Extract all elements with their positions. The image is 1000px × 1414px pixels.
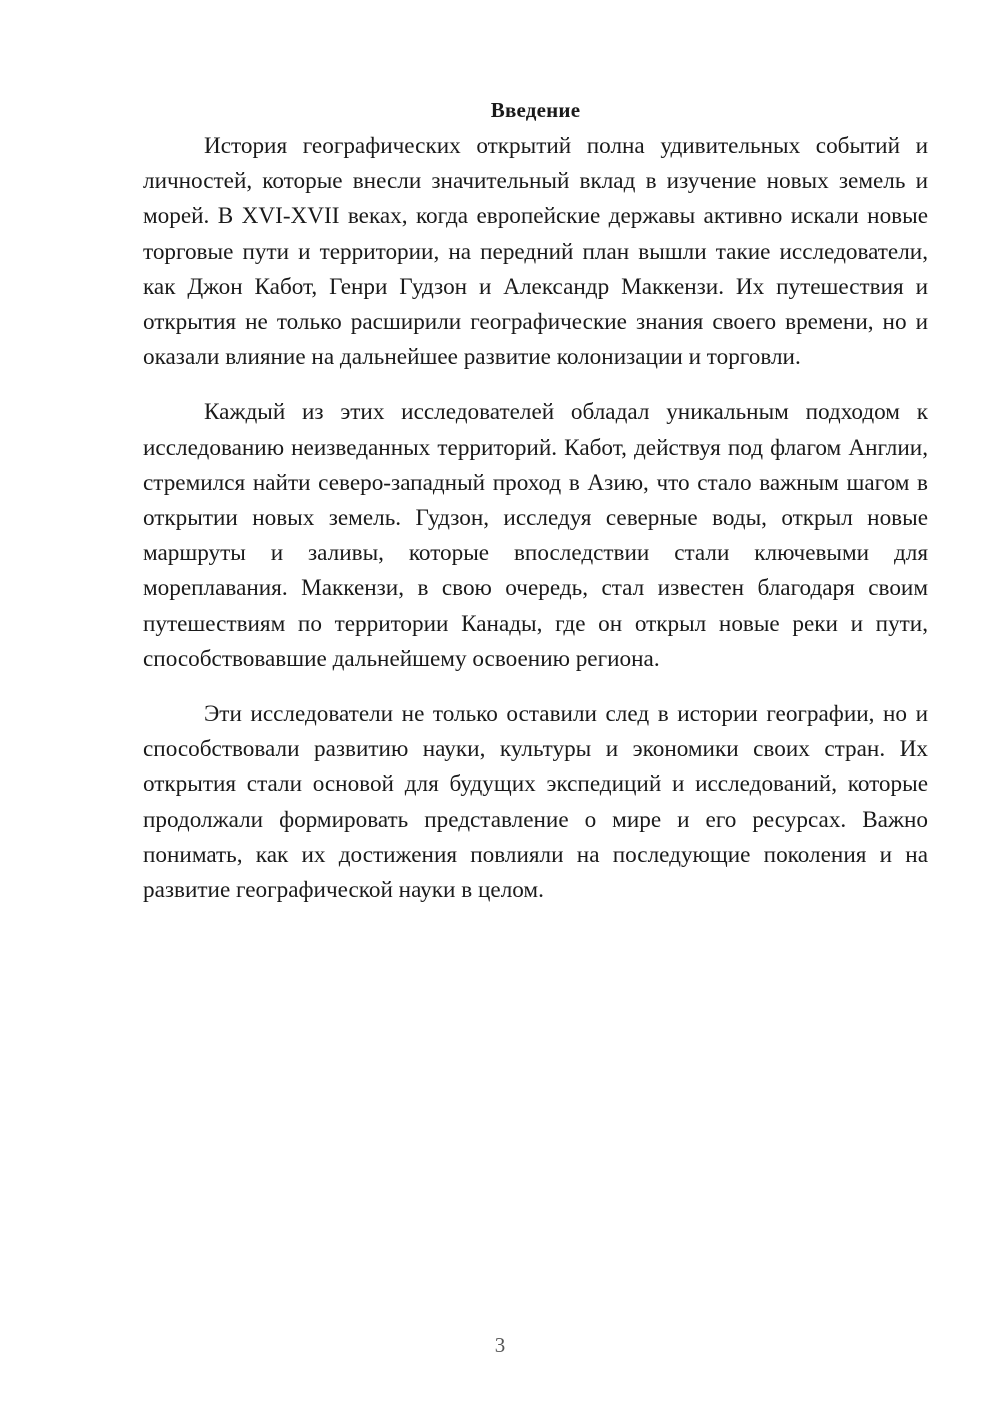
paragraph-3: Эти исследователи не только оставили след в истории географии, но и способствовали развитию науки, культуры и экономики своих стран. Их открытия стали основой для будущих экспедиций и исследований, которые продолжали формировать представление о мире и его ресурсах. Важно понимать, как их достижения повлияли на последующие поколения и на развитие географической науки в целом.: [143, 701, 928, 904]
page-number: 3: [494, 1333, 506, 1357]
paragraph-2: Каждый из этих исследователей обладал уникальным подходом к исследованию неизведанных территорий. Кабот, действуя под флагом Англии, стремился найти северо-западный проход в Азию, что стало важным шагом в открытии новых земель. Гудзон, исследуя северные воды, открыл новые маршруты и заливы, которые впоследствии стали ключевыми для мореплавания. Маккензи, в свою очередь, стал известен благодаря своим путешествиям по территории Канады, где он открыл новые реки и пути, способствовавшие дальнейшему освоению региона.: [143, 399, 928, 672]
section-heading: Введение: [490, 98, 581, 122]
page-content: [143, 95, 928, 928]
paragraph-1: История географических открытий полна удивительных событий и личностей, которые внесли значительный вклад в изучение новых земель и морей. В XVI-XVII веках, когда европейские державы активно искали новые торговые пути и территории, на передний план вышли такие исследователи, как Джон Кабот, Генри Гудзон и Александр Маккензи. Их путешествия и открытия не только расширили географические знания своего времени, но и оказали влияние на дальнейшее развитие колонизации и торговли.: [143, 133, 928, 371]
